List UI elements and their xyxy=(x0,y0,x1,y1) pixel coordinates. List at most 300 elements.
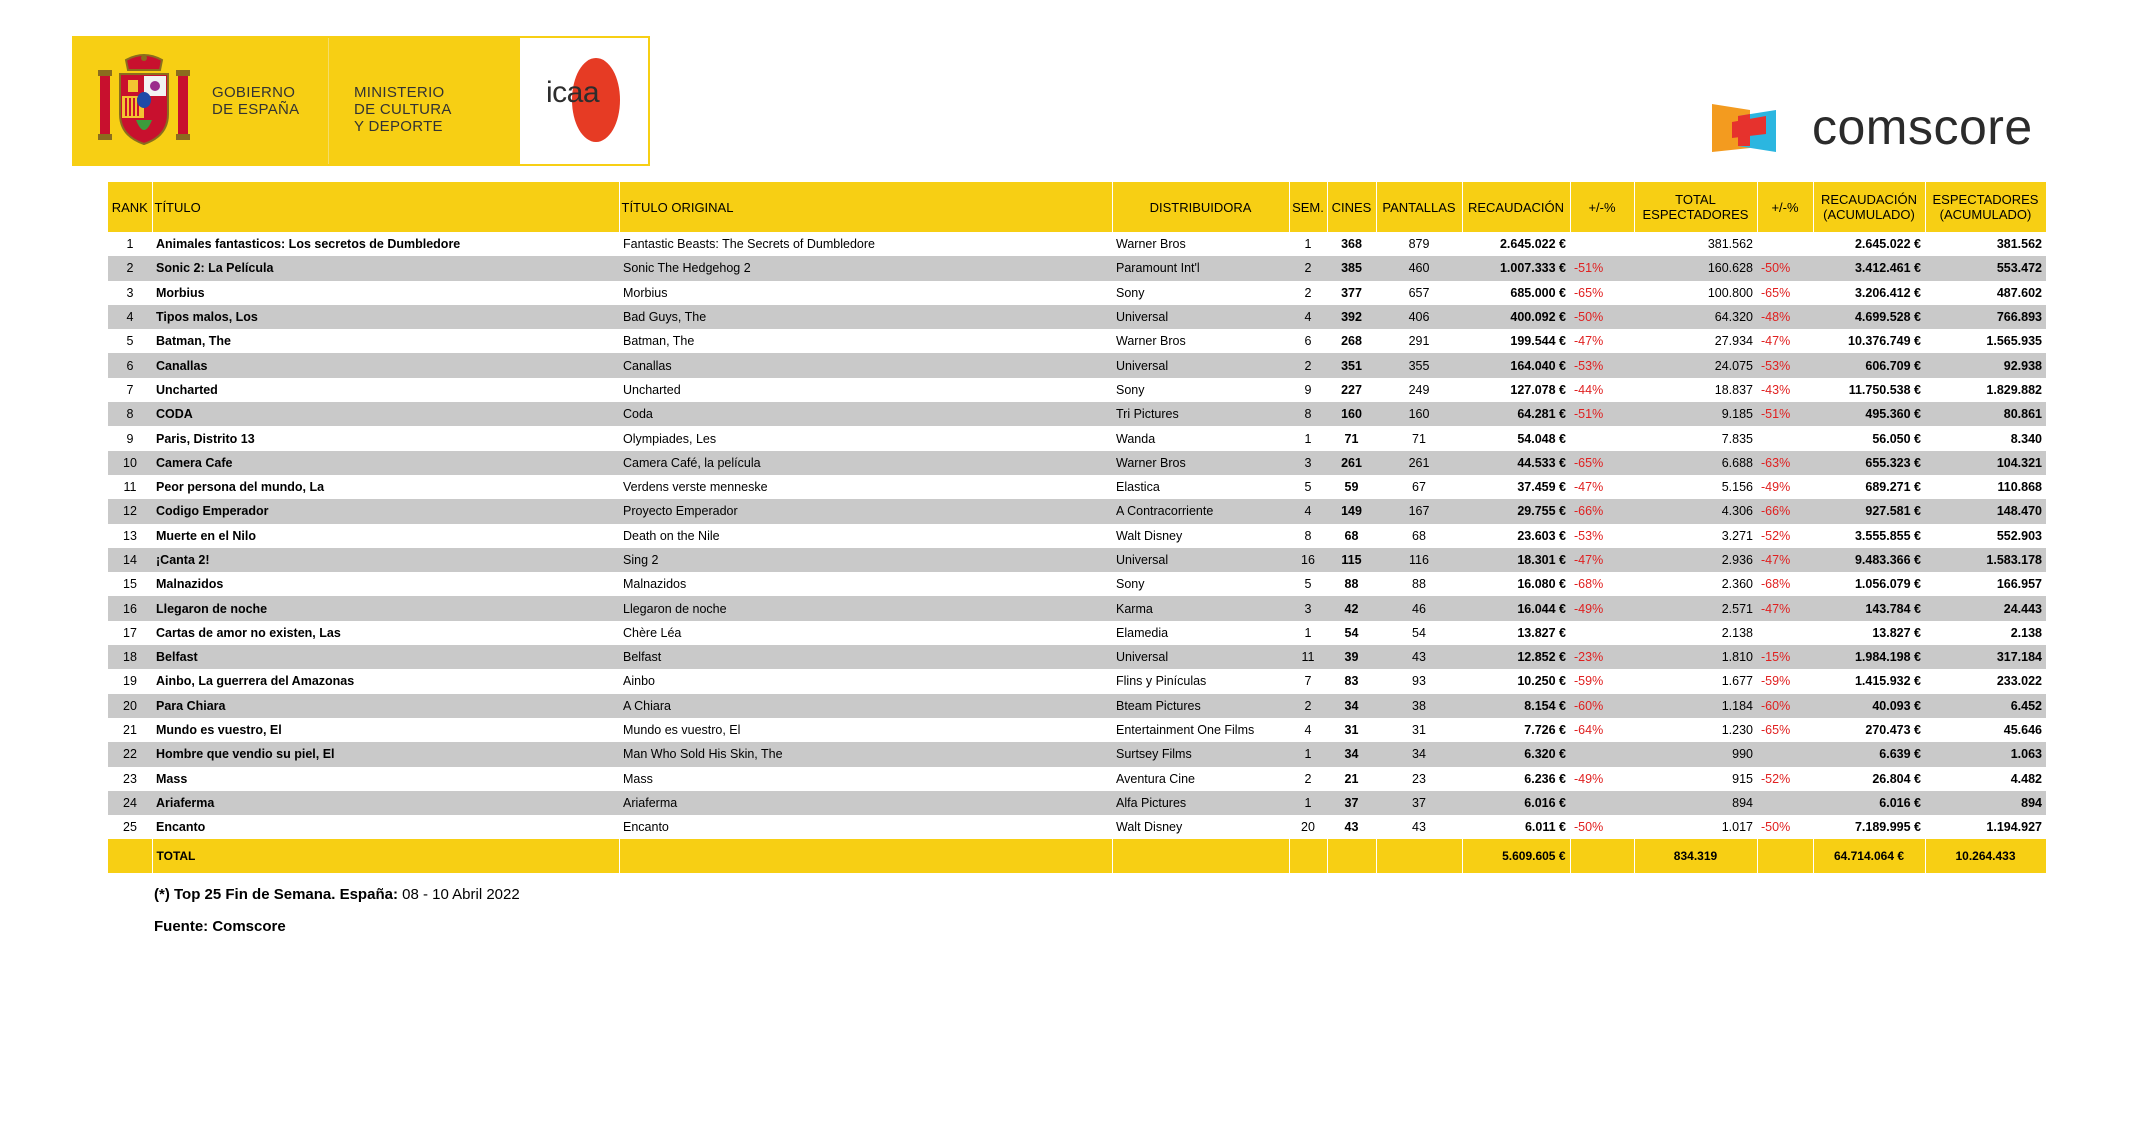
table-row xyxy=(108,305,2046,329)
cell-rank: 14 xyxy=(108,548,152,572)
cell-distribuidora: Universal xyxy=(1112,645,1289,669)
cell-rank: 11 xyxy=(123,480,137,495)
cell-semanas: 1 xyxy=(1304,625,1312,640)
cell-titulo-original: Sing 2 xyxy=(619,548,1112,572)
cell-semanas: 4 xyxy=(1289,305,1327,329)
cell-pantallas: 261 xyxy=(1376,451,1462,475)
cell-cines: 54 xyxy=(1344,625,1359,640)
cell-titulo: Encanto xyxy=(156,820,206,835)
cell-cines: 351 xyxy=(1327,353,1376,377)
cell-espectadores-acumulado: 1.583.178 xyxy=(1925,548,2046,572)
cell-titulo-original: Malnazidos xyxy=(623,577,687,592)
icaa-wordmark: icaa xyxy=(546,76,600,109)
cell-titulo-original: A Chiara xyxy=(619,694,1112,718)
table-row xyxy=(108,402,2046,426)
total-espectadores-acumulado: 10.264.433 xyxy=(1925,839,2046,873)
cell-rank: 12 xyxy=(108,499,152,523)
cell-semanas: 2 xyxy=(1304,285,1312,300)
table-row xyxy=(108,499,2046,523)
cell-espectadores-acumulado: 104.321 xyxy=(1925,451,2046,475)
cell-semanas: 2 xyxy=(1304,771,1312,786)
cell-espectadores-acumulado: 1.194.927 xyxy=(1986,820,2042,835)
cell-titulo: Cartas de amor no existen, Las xyxy=(156,625,341,640)
cell-rank: 9 xyxy=(126,431,134,446)
cell-total-espectadores: 64.320 xyxy=(1634,305,1757,329)
cell-titulo-original: Canallas xyxy=(619,353,1112,377)
cell-distribuidora: Walt Disney xyxy=(1116,820,1183,835)
cell-cines: 42 xyxy=(1327,596,1376,620)
cell-recaudacion: 18.301 € xyxy=(1462,548,1570,572)
cell-titulo-original: Bad Guys, The xyxy=(619,305,1112,329)
table-body xyxy=(108,232,2046,839)
cell-variacion-espectadores: -52% xyxy=(1761,771,1791,786)
cell-rank: 2 xyxy=(108,256,152,280)
cell-rank: 15 xyxy=(123,577,137,592)
total-espectadores: 834.319 xyxy=(1634,839,1757,873)
cell-recaudacion: 10.250 € xyxy=(1517,674,1566,689)
col-titulo-original: TÍTULO ORIGINAL xyxy=(619,182,1112,232)
cell-rank: 5 xyxy=(126,334,134,349)
cell-titulo: Canallas xyxy=(152,353,619,377)
total-cell-empty xyxy=(1112,839,1289,873)
cell-recaudacion-acumulado: 3.412.461 € xyxy=(1813,256,1925,280)
cell-recaudacion: 6.236 € xyxy=(1524,771,1566,786)
cell-titulo: Sonic 2: La Película xyxy=(152,256,619,280)
cell-pantallas: 68 xyxy=(1412,528,1426,543)
cell-total-espectadores: 27.934 xyxy=(1714,334,1753,349)
total-cell-empty xyxy=(1757,839,1813,873)
cell-titulo-original: Chère Léa xyxy=(623,625,682,640)
cell-distribuidora: Bteam Pictures xyxy=(1112,694,1289,718)
col-cines: CINES xyxy=(1327,182,1376,232)
cell-cines: 160 xyxy=(1327,402,1376,426)
cell-espectadores-acumulado: 552.903 xyxy=(1996,528,2042,543)
cell-cines: 268 xyxy=(1341,334,1362,349)
table-row xyxy=(108,596,2046,620)
cell-distribuidora: Warner Bros xyxy=(1112,451,1289,475)
table-row xyxy=(108,353,2046,377)
cell-distribuidora: Sony xyxy=(1116,577,1145,592)
cell-distribuidora: Sony xyxy=(1116,382,1145,397)
cell-recaudacion: 44.533 € xyxy=(1462,451,1570,475)
cell-pantallas: 160 xyxy=(1376,402,1462,426)
cell-titulo: Hombre que vendio su piel, El xyxy=(152,742,619,766)
cell-titulo: Muerte en el Nilo xyxy=(156,528,257,543)
cell-semanas: 6 xyxy=(1304,334,1312,349)
cell-distribuidora: Surtsey Films xyxy=(1112,742,1289,766)
cell-espectadores-acumulado: 317.184 xyxy=(1925,645,2046,669)
cell-total-espectadores: 381.562 xyxy=(1707,237,1753,252)
cell-recaudacion: 6.016 € xyxy=(1462,791,1570,815)
cell-pantallas: 167 xyxy=(1376,499,1462,523)
cell-recaudacion: 8.154 € xyxy=(1462,694,1570,718)
cell-distribuidora: Aventura Cine xyxy=(1116,771,1195,786)
cell-variacion-espectadores: -47% xyxy=(1757,596,1813,620)
cell-recaudacion: 7.726 € xyxy=(1524,723,1566,738)
cell-variacion-recaudacion xyxy=(1570,426,1634,450)
cell-variacion-recaudacion: -66% xyxy=(1570,499,1634,523)
cell-titulo: Mass xyxy=(156,771,188,786)
comscore-mark-icon xyxy=(1712,104,1792,160)
table-row xyxy=(108,232,2046,256)
table-row xyxy=(108,645,2046,669)
cell-cines: 392 xyxy=(1327,305,1376,329)
cell-espectadores-acumulado: 553.472 xyxy=(1925,256,2046,280)
cell-cines: 261 xyxy=(1327,451,1376,475)
cell-recaudacion: 37.459 € xyxy=(1517,480,1566,495)
cell-variacion-espectadores: -52% xyxy=(1761,528,1791,543)
col-espectadores-acumulado: ESPECTADORES (ACUMULADO) xyxy=(1925,182,2046,232)
cell-titulo: Tipos malos, Los xyxy=(152,305,619,329)
cell-distribuidora: Universal xyxy=(1112,353,1289,377)
total-cell-empty xyxy=(1376,839,1462,873)
cell-titulo: Peor persona del mundo, La xyxy=(156,480,325,495)
cell-variacion-recaudacion: -23% xyxy=(1570,645,1634,669)
cell-recaudacion: 12.852 € xyxy=(1462,645,1570,669)
cell-rank: 22 xyxy=(108,742,152,766)
cell-variacion-espectadores: -51% xyxy=(1757,402,1813,426)
cell-semanas: 2 xyxy=(1289,694,1327,718)
cell-variacion-recaudacion xyxy=(1570,742,1634,766)
cell-variacion-recaudacion: -49% xyxy=(1570,596,1634,620)
col-titulo: TÍTULO xyxy=(152,182,619,232)
cell-cines: 21 xyxy=(1344,771,1359,786)
table-row xyxy=(108,767,2046,791)
col-variacion-recaudacion: +/-% xyxy=(1570,182,1634,232)
icaa-logo-box xyxy=(520,38,648,164)
cell-titulo-original: Morbius xyxy=(623,285,668,300)
cell-recaudacion: 16.044 € xyxy=(1462,596,1570,620)
cell-recaudacion-acumulado: 689.271 € xyxy=(1865,480,1921,495)
cell-espectadores-acumulado: 92.938 xyxy=(1925,353,2046,377)
cell-distribuidora: Warner Bros xyxy=(1116,334,1186,349)
cell-titulo: Malnazidos xyxy=(156,577,224,592)
cell-variacion-espectadores: -47% xyxy=(1761,334,1791,349)
table-header-row xyxy=(108,182,2046,232)
col-rank: RANK xyxy=(108,182,152,232)
cell-distribuidora: Elastica xyxy=(1116,480,1160,495)
cell-rank: 19 xyxy=(123,674,137,689)
cell-recaudacion-acumulado: 6.016 € xyxy=(1813,791,1925,815)
cell-distribuidora: Entertainment One Films xyxy=(1116,723,1255,738)
cell-recaudacion: 16.080 € xyxy=(1517,577,1566,592)
cell-pantallas: 291 xyxy=(1408,334,1430,349)
cell-pantallas: 355 xyxy=(1376,353,1462,377)
comscore-logo xyxy=(1712,99,2082,164)
cell-cines: 34 xyxy=(1327,742,1376,766)
cell-semanas: 4 xyxy=(1289,499,1327,523)
cell-semanas: 9 xyxy=(1304,382,1312,397)
cell-recaudacion-acumulado: 4.699.528 € xyxy=(1813,305,1925,329)
cell-espectadores-acumulado: 24.443 xyxy=(1925,596,2046,620)
table-row xyxy=(108,426,2046,450)
cell-titulo-original: Verdens verste menneske xyxy=(623,480,768,495)
cell-variacion-recaudacion: -47% xyxy=(1574,334,1604,349)
cell-variacion-espectadores: -50% xyxy=(1761,820,1791,835)
cell-pantallas: 43 xyxy=(1412,820,1426,835)
cell-total-espectadores: 1.184 xyxy=(1634,694,1757,718)
cell-rank: 21 xyxy=(123,723,137,738)
cell-semanas: 8 xyxy=(1289,402,1327,426)
cell-cines: 368 xyxy=(1341,237,1362,252)
cell-variacion-recaudacion: -53% xyxy=(1570,353,1634,377)
table-row xyxy=(108,815,2046,839)
col-total-espectadores: TOTAL ESPECTADORES xyxy=(1634,182,1757,232)
cell-rank: 13 xyxy=(123,528,137,543)
cell-espectadores-acumulado: 8.340 xyxy=(2010,431,2042,446)
cell-distribuidora: Alfa Pictures xyxy=(1112,791,1289,815)
cell-total-espectadores: 100.800 xyxy=(1707,285,1753,300)
table-row xyxy=(108,572,2046,596)
cell-total-espectadores: 1.017 xyxy=(1721,820,1753,835)
cell-espectadores-acumulado: 45.646 xyxy=(2003,723,2042,738)
cell-espectadores-acumulado: 148.470 xyxy=(1925,499,2046,523)
cell-cines: 39 xyxy=(1327,645,1376,669)
cell-semanas: 16 xyxy=(1289,548,1327,572)
cell-variacion-espectadores: -63% xyxy=(1757,451,1813,475)
cell-rank: 23 xyxy=(123,771,137,786)
cell-variacion-recaudacion: -51% xyxy=(1570,402,1634,426)
table-row xyxy=(108,548,2046,572)
cell-titulo-original: Ainbo xyxy=(623,674,655,689)
cell-recaudacion-acumulado: 927.581 € xyxy=(1813,499,1925,523)
cell-titulo-original: Sonic The Hedgehog 2 xyxy=(619,256,1112,280)
total-cell-empty xyxy=(108,839,152,873)
cell-rank: 20 xyxy=(108,694,152,718)
cell-recaudacion: 6.011 € xyxy=(1524,820,1566,835)
cell-recaudacion: 685.000 € xyxy=(1510,285,1566,300)
cell-titulo: Uncharted xyxy=(156,382,218,397)
cell-distribuidora: Elamedia xyxy=(1116,625,1169,640)
cell-variacion-espectadores: -68% xyxy=(1761,577,1791,592)
cell-titulo: Batman, The xyxy=(156,334,232,349)
cell-variacion-espectadores: -15% xyxy=(1757,645,1813,669)
cell-espectadores-acumulado: 487.602 xyxy=(1996,285,2042,300)
cell-total-espectadores: 3.271 xyxy=(1721,528,1753,543)
col-pantallas: PANTALLAS xyxy=(1376,182,1462,232)
cell-titulo: Mundo es vuestro, El xyxy=(156,723,282,738)
cell-distribuidora: Universal xyxy=(1112,305,1289,329)
cell-cines: 385 xyxy=(1327,256,1376,280)
table-row xyxy=(108,791,2046,815)
cell-cines: 59 xyxy=(1344,480,1359,495)
cell-semanas: 5 xyxy=(1304,577,1312,592)
cell-espectadores-acumulado: 233.022 xyxy=(1996,674,2042,689)
cell-total-espectadores: 5.156 xyxy=(1721,480,1753,495)
cell-pantallas: 43 xyxy=(1376,645,1462,669)
cell-titulo-original: Coda xyxy=(619,402,1112,426)
cell-pantallas: 23 xyxy=(1412,771,1426,786)
cell-variacion-espectadores: -47% xyxy=(1757,548,1813,572)
total-cell-empty xyxy=(1570,839,1634,873)
cell-total-espectadores: 2.571 xyxy=(1634,596,1757,620)
table-row xyxy=(108,451,2046,475)
table-row xyxy=(108,718,2046,742)
total-row xyxy=(108,839,2046,873)
cell-variacion-recaudacion: -50% xyxy=(1570,305,1634,329)
cell-semanas: 11 xyxy=(1289,645,1327,669)
cell-semanas: 1 xyxy=(1289,742,1327,766)
cell-rank: 18 xyxy=(108,645,152,669)
cell-titulo: CODA xyxy=(152,402,619,426)
cell-recaudacion-acumulado: 26.804 € xyxy=(1872,771,1921,786)
cell-variacion-recaudacion: -47% xyxy=(1570,548,1634,572)
cell-variacion-espectadores: -60% xyxy=(1757,694,1813,718)
cell-recaudacion-acumulado: 56.050 € xyxy=(1872,431,1921,446)
cell-cines: 227 xyxy=(1341,382,1362,397)
cell-titulo: Camera Cafe xyxy=(152,451,619,475)
cell-pantallas: 34 xyxy=(1376,742,1462,766)
cell-semanas: 3 xyxy=(1289,451,1327,475)
cell-total-espectadores: 24.075 xyxy=(1634,353,1757,377)
top25-dates: 08 - 10 Abril 2022 xyxy=(397,886,520,903)
cell-cines: 34 xyxy=(1327,694,1376,718)
cell-pantallas: 71 xyxy=(1412,431,1426,446)
cell-titulo: Llegaron de noche xyxy=(152,596,619,620)
cell-titulo-original: Proyecto Emperador xyxy=(619,499,1112,523)
cell-titulo: Morbius xyxy=(156,285,205,300)
cell-recaudacion: 2.645.022 € xyxy=(1499,237,1566,252)
cell-recaudacion: 400.092 € xyxy=(1462,305,1570,329)
cell-rank: 17 xyxy=(123,625,137,640)
total-recaudacion: 5.609.605 € xyxy=(1462,839,1570,873)
cell-espectadores-acumulado: 1.565.935 xyxy=(1986,334,2042,349)
cell-cines: 71 xyxy=(1344,431,1359,446)
cell-pantallas: 460 xyxy=(1376,256,1462,280)
cell-recaudacion-acumulado: 13.827 € xyxy=(1872,625,1921,640)
cell-pantallas: 67 xyxy=(1412,480,1426,495)
cell-variacion-espectadores: -43% xyxy=(1761,382,1791,397)
cell-variacion-espectadores xyxy=(1757,426,1813,450)
table-row xyxy=(108,256,2046,280)
ministerio-label: MINISTERIO DE CULTURA Y DEPORTE xyxy=(354,84,452,135)
cell-variacion-espectadores: -65% xyxy=(1761,723,1791,738)
cell-distribuidora: Walt Disney xyxy=(1116,528,1183,543)
cell-titulo: Ariaferma xyxy=(152,791,619,815)
cell-cines: 43 xyxy=(1344,820,1359,835)
cell-semanas: 2 xyxy=(1289,353,1327,377)
cell-distribuidora: Wanda xyxy=(1116,431,1156,446)
cell-recaudacion: 13.827 € xyxy=(1517,625,1566,640)
cell-recaudacion: 164.040 € xyxy=(1462,353,1570,377)
cell-variacion-recaudacion xyxy=(1570,232,1634,256)
cell-total-espectadores: 9.185 xyxy=(1634,402,1757,426)
cell-cines: 377 xyxy=(1341,285,1362,300)
cell-variacion-espectadores xyxy=(1757,742,1813,766)
cell-distribuidora: Karma xyxy=(1112,596,1289,620)
cell-variacion-espectadores: -53% xyxy=(1757,353,1813,377)
cell-variacion-recaudacion: -44% xyxy=(1574,382,1604,397)
comscore-wordmark: comscore xyxy=(1812,99,2033,155)
cell-total-espectadores: 2.138 xyxy=(1721,625,1753,640)
cell-semanas: 7 xyxy=(1304,674,1312,689)
cell-variacion-recaudacion: -65% xyxy=(1570,451,1634,475)
cell-titulo: Codigo Emperador xyxy=(152,499,619,523)
cell-recaudacion-acumulado: 9.483.366 € xyxy=(1813,548,1925,572)
cell-recaudacion-acumulado: 11.750.538 € xyxy=(1848,382,1921,397)
coat-of-arms-icon xyxy=(96,52,192,152)
col-semanas: SEM. xyxy=(1289,182,1327,232)
col-variacion-espectadores: +/-% xyxy=(1757,182,1813,232)
cell-espectadores-acumulado: 166.957 xyxy=(1996,577,2042,592)
col-recaudacion: RECAUDACIÓN xyxy=(1462,182,1570,232)
cell-rank: 10 xyxy=(108,451,152,475)
cell-semanas: 20 xyxy=(1301,820,1315,835)
cell-titulo: Paris, Distrito 13 xyxy=(156,431,255,446)
cell-pantallas: 406 xyxy=(1376,305,1462,329)
cell-variacion-recaudacion: -68% xyxy=(1574,577,1604,592)
table-row xyxy=(108,281,2046,305)
cell-rank: 6 xyxy=(108,353,152,377)
cell-variacion-espectadores: -48% xyxy=(1757,305,1813,329)
cell-total-espectadores: 1.810 xyxy=(1634,645,1757,669)
cell-variacion-recaudacion: -60% xyxy=(1570,694,1634,718)
cell-variacion-recaudacion: -49% xyxy=(1574,771,1604,786)
cell-variacion-recaudacion xyxy=(1570,791,1634,815)
banner-divider xyxy=(328,38,329,164)
cell-recaudacion-acumulado: 6.639 € xyxy=(1813,742,1925,766)
cell-semanas: 3 xyxy=(1289,596,1327,620)
cell-semanas: 4 xyxy=(1304,723,1312,738)
cell-titulo: Belfast xyxy=(152,645,619,669)
cell-recaudacion-acumulado: 270.473 € xyxy=(1865,723,1921,738)
cell-cines: 31 xyxy=(1344,723,1359,738)
cell-recaudacion-acumulado: 10.376.749 € xyxy=(1848,334,1921,349)
cell-semanas: 8 xyxy=(1304,528,1312,543)
total-cell-empty xyxy=(1327,839,1376,873)
cell-recaudacion: 29.755 € xyxy=(1462,499,1570,523)
source-note: Fuente: Comscore xyxy=(154,918,286,935)
table-row xyxy=(108,621,2046,645)
cell-pantallas: 38 xyxy=(1376,694,1462,718)
cell-total-espectadores: 1.230 xyxy=(1721,723,1753,738)
cell-variacion-espectadores: -50% xyxy=(1757,256,1813,280)
cell-titulo-original: Death on the Nile xyxy=(623,528,720,543)
cell-semanas: 5 xyxy=(1304,480,1312,495)
cell-variacion-espectadores xyxy=(1757,621,1813,645)
cell-recaudacion: 23.603 € xyxy=(1517,528,1566,543)
cell-titulo: ¡Canta 2! xyxy=(152,548,619,572)
cell-variacion-espectadores: -66% xyxy=(1757,499,1813,523)
cell-recaudacion: 54.048 € xyxy=(1517,431,1566,446)
total-recaudacion-acumulado: 64.714.064 € xyxy=(1813,839,1925,873)
total-cell-empty xyxy=(1289,839,1327,873)
cell-variacion-recaudacion xyxy=(1570,621,1634,645)
cell-variacion-espectadores: -49% xyxy=(1761,480,1791,495)
cell-semanas: 1 xyxy=(1304,431,1312,446)
cell-pantallas: 31 xyxy=(1412,723,1426,738)
cell-espectadores-acumulado: 110.868 xyxy=(1997,480,2042,495)
cell-rank: 24 xyxy=(108,791,152,815)
cell-pantallas: 879 xyxy=(1408,237,1430,252)
cell-recaudacion-acumulado: 655.323 € xyxy=(1813,451,1925,475)
cell-recaudacion: 127.078 € xyxy=(1510,382,1566,397)
cell-pantallas: 88 xyxy=(1412,577,1426,592)
cell-distribuidora: A Contracorriente xyxy=(1112,499,1289,523)
cell-total-espectadores: 160.628 xyxy=(1634,256,1757,280)
cell-rank: 3 xyxy=(126,285,134,300)
cell-distribuidora: Flins y Pinículas xyxy=(1116,674,1207,689)
cell-total-espectadores: 7.835 xyxy=(1721,431,1753,446)
cell-rank: 25 xyxy=(123,820,137,835)
cell-semanas: 1 xyxy=(1304,237,1312,252)
cell-cines: 37 xyxy=(1327,791,1376,815)
cell-recaudacion: 1.007.333 € xyxy=(1462,256,1570,280)
cell-rank: 4 xyxy=(108,305,152,329)
cell-titulo-original: Mundo es vuestro, El xyxy=(623,723,741,738)
government-banner xyxy=(72,36,650,166)
cell-cines: 68 xyxy=(1344,528,1359,543)
